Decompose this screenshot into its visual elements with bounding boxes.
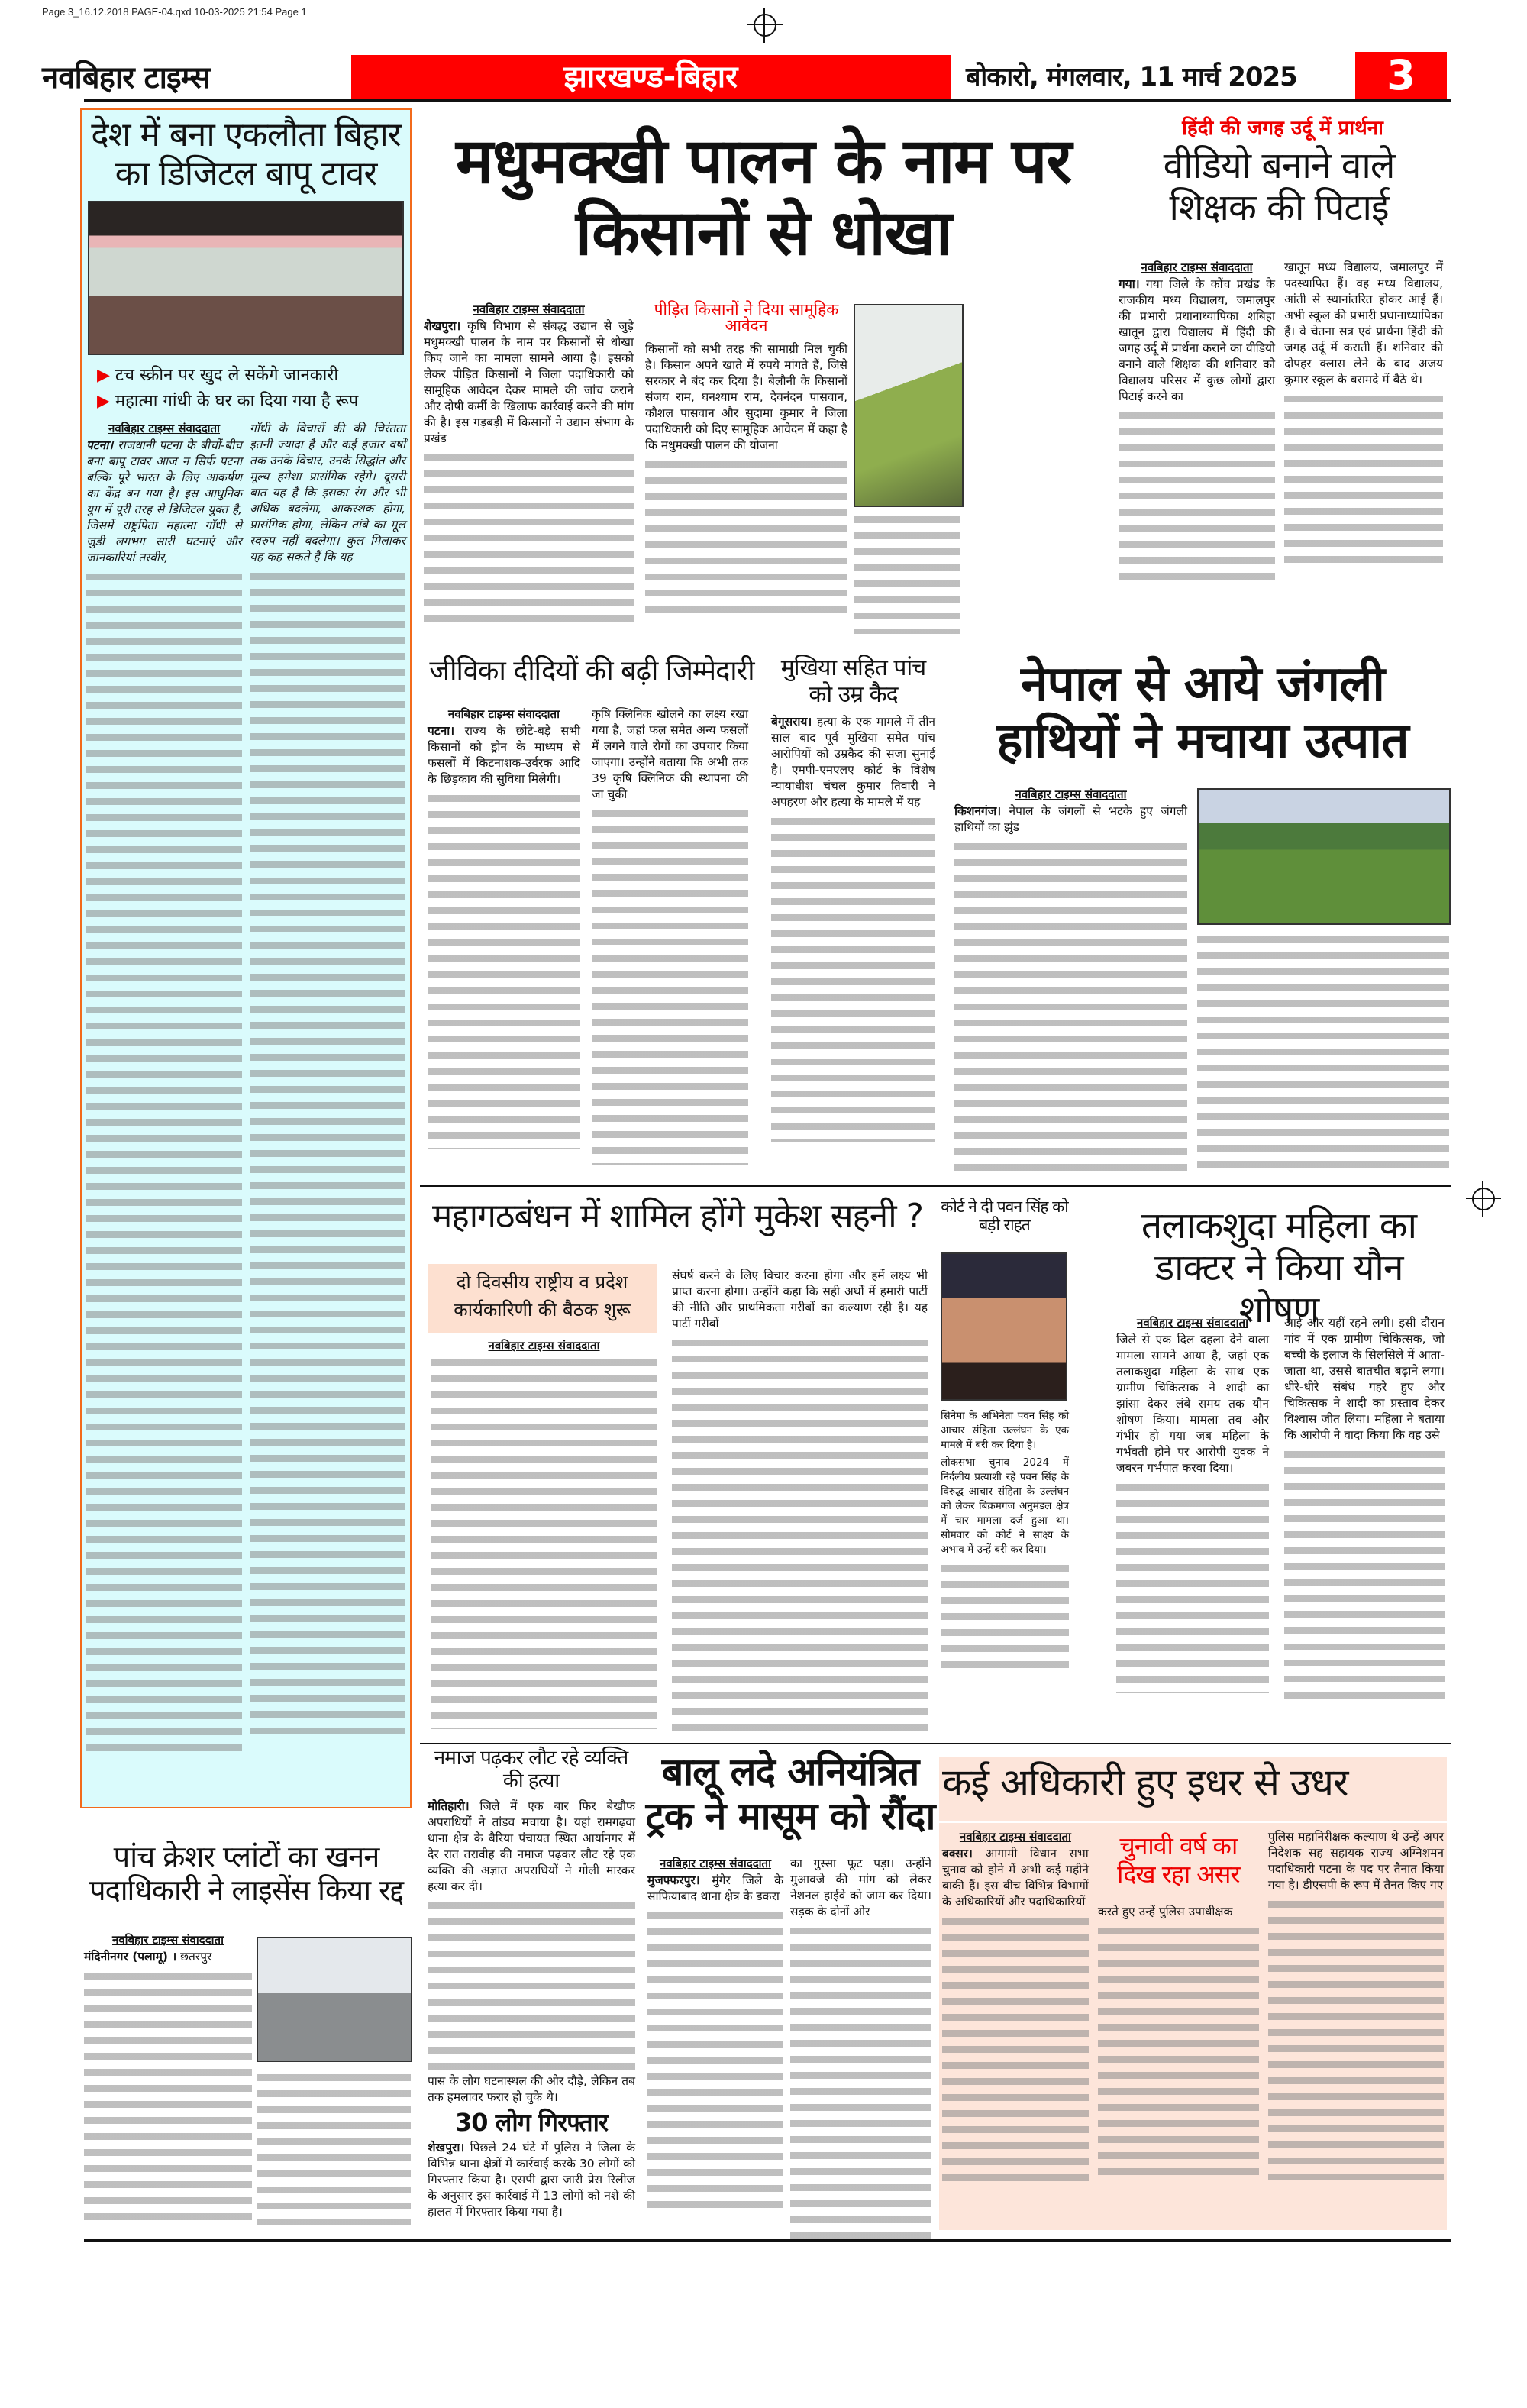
beekeeping-col2: पीड़ित किसानों ने दिया सामूहिक आवेदन किसानों को सभी तरह की सामाग्री मिल चुकी है। किसान अपने खाते में रुपये मांगते हैं, जिसे सरकार ने बंद कर दिया है। बेलौनी के किसानों संजय राम, घनश्याम राम, देवनंदन पासवान, कौशल पासवान और सुदामा कुमार ने जिला पदाधिकारी को दिए सामूहिक आवेदन में कहा है कि मधुमक्खी पालन की योजना bbox=[645, 302, 847, 617]
bapu-tower-story bbox=[80, 108, 412, 1808]
bullet-item: ▶ महात्मा गांधी के घर का दिया गया है रूप bbox=[97, 392, 359, 412]
headline: मुखिया सहित पांच को उम्र कैद bbox=[780, 655, 926, 708]
officers-story bbox=[939, 1757, 1447, 2230]
crusher-plant-photo bbox=[257, 1937, 412, 2062]
column: नवबिहार टाइम्स संवाददाता बक्सर। आगामी विधान सभा चुनाव को होने में अभी कई महीने बाकी हैं। इस बीच विभिन्न विभागों के अधिकारियों और पदाधिकारियों bbox=[942, 1829, 1089, 2188]
mukhiya-col1: बेगूसराय। हत्या के एक मामले में तीन साल बाद पूर्व मुखिया समेत पांच आरोपियों को उम्रकैद की सजा सुनाई है। एमपी-एमएलए कोर्ट के विशेष न्यायाधीश चंचल कुमार तिवारी ने अपहरण और हत्या के मामले में यह bbox=[771, 714, 935, 1142]
byline: नवबिहार टाइम्स संवाददाता bbox=[108, 422, 220, 436]
registration-mark-icon bbox=[754, 14, 776, 37]
crusher-col2 bbox=[257, 2070, 411, 2230]
namaz-col: मोतिहारी। जिले में एक बार फिर बेखौफ अपराधियों ने तांडव मचाया है। यहां रामगढ़वा थाना क्षेत्र के बैरिया पंचायत स्थित आर्यानगर में देर रात तरावीह की नमाज पढ़कर लौट रहे एक व्यक्ति की अज्ञात अपराधियों ने गोली मारकर हत्या कर दी। पास के लोग घटनास्थल की ओर दौड़े, लेकिन तब तक हमलावर फरार हो चुके थे। 30 लोग गिरफ्तार शेखपुरा। पिछले 24 घंटे में पुलिस ने जिला के विभिन्न थाना क्षेत्रों में कार्रवाई करके 30 लोगों को गिरफ्तार किया है। एसपी द्वारा जारी प्रेस रिलीज के अनुसार इस कार्रवाई में 13 लोगों को नशे की हालत में गिरफ्तार किया गया है। bbox=[428, 1799, 635, 2219]
subhead: चुनावी वर्ष का दिख रहा असर bbox=[1117, 1831, 1240, 1889]
truck-col2: का गुस्सा फूट पड़ा। उन्होंने मुआवजे की मांग को लेकर नेशनल हाईवे को जाम कर दिया। सड़क के दोनों ओर bbox=[790, 1856, 931, 2244]
beekeeping-col1: नवबिहार टाइम्स संवाददाता शेखपुरा। कृषि विभाग से संबद्ध उद्यान से जुड़े मधुमक्खी पालन के नाम पर किसानों से धोखा किए जाने का मामला सामने आया है। इसको लेकर पीड़ित किसानों ने जिला पदाधिकारी को सामूहिक आवेदन देकर मामले की जांच कराने और दोषी कर्मी के खिलाफ कार्रवाई करने की मांग की है। इस गड़बड़ी में किसानों ने उद्यान संभाग के प्रखंड bbox=[424, 302, 634, 625]
dateline: बोकारो, मंगलवार, 11 मार्च 2025 bbox=[966, 62, 1297, 92]
jeevika-col1: नवबिहार टाइम्स संवाददाता पटना। राज्य के छोटे-बड़े सभी किसानों को ड्रोन के माध्यम से फसलों में किटनाशक-उर्वरक आदि के छिड़काव की सुविधा मिलेगी। bbox=[428, 706, 580, 1149]
mukesh-col2: संघर्ष करने के लिए विचार करना होगा और हमें लक्ष्य भी प्राप्त करना होगा। उन्होंने कहा कि सही अर्थों में हमारी पार्टी की नीति और प्राथमिकता गरीबों का कल्याण रही है। यह पार्टी गरीबों bbox=[672, 1268, 928, 1732]
subhead: पीड़ित किसानों ने दिया सामूहिक आवेदन bbox=[654, 300, 839, 335]
headline: पांच क्रेशर प्लांटों का खनन पदाधिकारी ने लाइसेंस किया रद्द bbox=[89, 1840, 404, 1907]
doctor-col2: आई और यहीं रहने लगी। इसी दौरान गांव में एक ग्रामीण चिकित्सक, जो बच्ची के इलाज के सिलसिले में आता-जाता था, उससे बातचीत बढ़ाने लगा। धीरे-धीरे संबंध गहरे हुए और चिकित्सक ने शादी का प्रस्ताव देकर विश्वास जीत लिया। महिला ने बताया कि आरोपी ने वादा किया कि वह उसे bbox=[1284, 1315, 1445, 1699]
print-slug: Page 3_16.12.2018 PAGE-04.qxd 10-03-2025 21:54 Page 1 bbox=[42, 6, 307, 18]
bottom-rule bbox=[84, 2239, 1451, 2242]
triangle-bullet-icon: ▶ bbox=[97, 392, 110, 412]
headline: बालू लदे अनियंत्रित ट्रक ने मासूम को रौंदा bbox=[645, 1750, 935, 1838]
headline: कोर्ट ने दी पवन सिंह को बड़ी राहत bbox=[941, 1198, 1068, 1235]
mukesh-col1: नवबिहार टाइम्स संवाददाता bbox=[431, 1338, 657, 1729]
headline: तलाकशुदा महिला का डाक्टर ने किया यौन शोषण bbox=[1141, 1204, 1417, 1332]
divider bbox=[420, 1743, 1451, 1744]
crusher-col1: नवबिहार टाइम्स संवाददाता मंदिनीनगर (पलामू) । छतरपुर bbox=[84, 1932, 252, 2220]
triangle-bullet-icon: ▶ bbox=[97, 366, 110, 386]
section-banner: झारखण्ड-बिहार bbox=[351, 55, 951, 99]
truck-col1: नवबिहार टाइम्स संवाददाता मुजफ्फरपुर। मुंगेर जिले के साफियाबाद थाना क्षेत्र के डकरा bbox=[647, 1856, 783, 2213]
subhead-box: दो दिवसीय राष्ट्रीय व प्रदेश कार्यकारिणी की बैठक शुरू bbox=[428, 1264, 657, 1333]
beekeeping-col3 bbox=[854, 512, 960, 634]
elephants-photo bbox=[1197, 788, 1451, 925]
column: चुनावी वर्ष का दिख रहा असर करते हुए उन्हें पुलिस उपाधीक्षक bbox=[1098, 1829, 1259, 2188]
paper-name: नवबिहार टाइम्स bbox=[42, 60, 210, 95]
beekeeper-photo bbox=[854, 304, 964, 507]
column: नवबिहार टाइम्स संवाददाता पटना। राजधानी पटना के बीचों-बीच बना बापू टावर आज न सिर्फ पटना बल्कि पूरे भारत के लिए आकर्षण का केंद्र बन गया है। इस आधुनिक युग में पूरी तरह से डिजिटल युक्त है, जिसमें राष्ट्रपिता महात्मा गाँधी से जुडी लगभग सारी घटनाएं और जानकारियां तस्वीर, bbox=[86, 421, 242, 1760]
column: पुलिस महानिरीक्षक कल्याण थे उन्हें अपर निदेशक सह सहायक राज्य अग्निशमन पदाधिकारी पटना के पद पर तैनात किया गया है। डीएसपी के रूप में तैनत किए गए bbox=[1268, 1829, 1444, 2188]
elephants-col2 bbox=[1197, 932, 1449, 1176]
masthead-rule bbox=[84, 99, 1451, 102]
headline: वीडियो बनाने वाले शिक्षक की पिटाई bbox=[1163, 144, 1395, 230]
headline: जीविका दीदियों की बढ़ी जिम्मेदारी bbox=[429, 655, 754, 687]
kicker: हिंदी की जगह उर्दू में प्रार्थना bbox=[1182, 117, 1383, 140]
doctor-col1: नवबिहार टाइम्स संवाददाता जिले से एक दिल दहला देने वाला मामला सामने आया है, जहां एक तलाकशुदा महिला के साथ एक ग्रामीण चिकित्सक ने शादी का झांसा देकर लंबे समय तक यौन शोषण किया। मामला तब और गंभीर हो गया जब महिला के गर्भवती होने पर आरोपी युवक ने जबरन गर्भपात करवा दिया। bbox=[1116, 1315, 1269, 1693]
subheadline: 30 लोग गिरफ्तार bbox=[454, 2108, 609, 2137]
pawan-col: सिनेमा के अभिनेता पवन सिंह को आचार संहिता उल्लंघन के एक मामले में बरी कर दिया है। लोकसभा चुनाव 2024 में निर्दलीय प्रत्याशी रहे पवन सिंह के विरुद्ध आचार संहिता के उल्लंघन को लेकर बिक्रमगंज अनुमंडल क्षेत्र में चार मामला दर्ज हुआ था। सोमवार को कोर्ट ने साक्ष्य के अभाव में उन्हें बरी कर दिया। bbox=[941, 1409, 1069, 1675]
jeevika-col2: कृषि क्लिनिक खोलने का लक्ष्य रखा गया है, जहां फल समेत अन्य फसलों में लगने वाले रोगों का उपचार किया जाएगा। उन्होंने बताया कि अभी तक 39 कृषि क्लिनिक की स्थापना की जा चुकी bbox=[592, 706, 748, 1165]
teacher-col1: नवबिहार टाइम्स संवाददाता गया। गया जिले के कोंच प्रखंड के राजकीय मध्य विद्यालय, जमालपुर की प्रभारी प्रधानाध्यापिका शबिहा खातून द्वारा विद्यालय में हिंदी की जगह उर्दू में प्रार्थना कराने का वीडियो बनाने वाले शिक्षक की शनिवार को विद्यालय परिसर में कुछ लोगों द्वारा पिटाई करने का bbox=[1119, 260, 1275, 583]
headline: नमाज पढ़कर लौट रहे व्यक्ति की हत्या bbox=[434, 1747, 628, 1792]
pawan-singh-photo bbox=[941, 1252, 1067, 1401]
teacher-col2: खातून मध्य विद्यालय, जमालपुर में पदस्थापित हैं। वह मध्य विद्यालय, आंती से स्थानांतरित होकर आई हैं। अभी स्कूल की प्रभारी प्रधानाध्यापिका हैं। वे चेतना सत्र एवं प्रार्थना हिंदी की जगह उर्दू में कराती हैं। शनिवार की दोपहर क्लास लेने के बाद अजय कुमार स्कूल के बरामदे में बैठे थे। bbox=[1284, 260, 1443, 567]
divider bbox=[420, 1185, 1451, 1187]
registration-mark-icon bbox=[1472, 1188, 1495, 1210]
headline: देश में बना एकलौता बिहार का डिजिटल बापू टावर bbox=[91, 115, 401, 193]
lead-headline: मधुमक्खी पालन के नाम पर किसानों से धोखा bbox=[456, 125, 1071, 270]
headline: महागठबंधन में शामिल होंगे मुकेश सहनी ? bbox=[432, 1197, 923, 1236]
bapu-tower-photo bbox=[88, 201, 404, 355]
page-number: 3 bbox=[1355, 52, 1447, 99]
bullet-item: ▶ टच स्क्रीन पर खुद ले सकेंगे जानकारी bbox=[97, 366, 339, 386]
headline: कई अधिकारी हुए इधर से उधर bbox=[939, 1757, 1447, 1823]
headline: नेपाल से आये जंगली हाथियों ने मचाया उत्पात bbox=[996, 656, 1409, 769]
column: गाँधी के विचारों की की चिरंतता इतनी ज्यादा है और कई हजार वर्षों तक उनके विचार, उनके सिद्धांत और मूल्य हमेशा प्रासंगिक रहेंगे। दूसरी बात यह है कि इसका रंग और भी अधिक बदलेगा, आकरशक होगा, प्रासंगिक होगा, लेकिन तांबे का मूल स्वरुप नहीं बदलेगा। कुल मिलाकर यह कह सकते हैं कि यह bbox=[250, 421, 405, 1760]
elephants-col1: नवबिहार टाइम्स संवाददाता किशनगंज। नेपाल के जंगलों से भटके हुए जंगली हाथियों का झुंड bbox=[954, 787, 1187, 1175]
